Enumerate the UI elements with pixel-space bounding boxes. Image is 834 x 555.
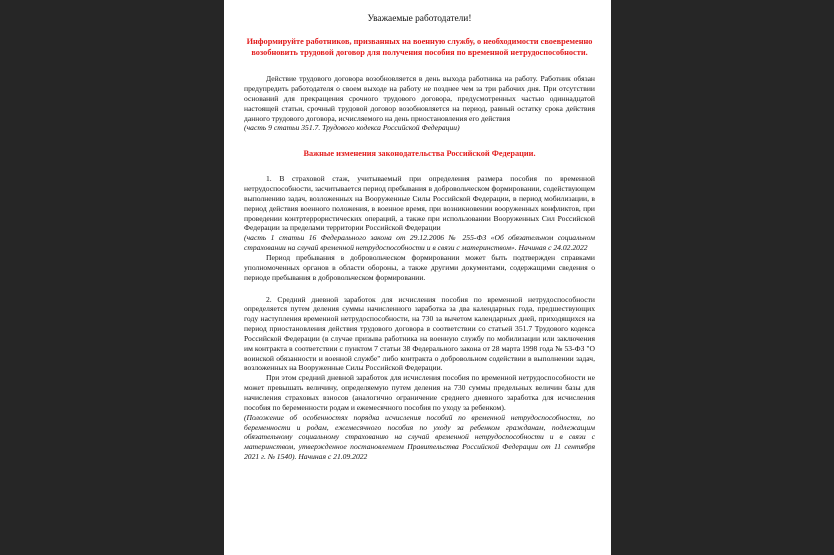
section-heading: Важные изменения законодательства Российской Федерации. [303,149,536,159]
paragraph-contract-renewal: Действие трудового договора возобновляется в день выхода работника на работу. Работник обязан предупредить работодателя о своем выходе на работу не позднее чем за три рабочих дня. При отсутствии оснований для прекращения срочного трудового договора, предусмотренных частью одиннадцатой настоящей статьи, срочный трудовой договор возобновляется на период, равный остатку срока действия данного трудового договора, исчисляемого на день приостановления его действия [244,74,595,123]
item-1-text: 1. В страховой стаж, учитываемый при определения размера пособия по временной нетрудоспособности, засчитывается период пребывания в добровольческом формировании, содействующем выполнению задач, возложенных на Вооруженные Силы Российской Федерации, в период мобилизации, в период действия военного положения, в военное время, при возникновении вооруженных конфликтов, при проведении контртеррористических операций, а также при использовании Вооруженных Сил Российской Федерации за пределами территории Российской Федерации [244,174,595,233]
notice-heading: Информируйте работников, призванных на военную службу, о необходимости своевременно возобновить трудовой договор для получения пособия по временной нетрудоспособности. [246,37,593,57]
item-2-extra: При этом средний дневной заработок для исчисления пособия по временной нетрудоспособности не может превышать величину, определяемую путем деления на 730 суммы предельных величин базы для начисления страховых взносов (аналогично ограничение среднего дневного заработка для исчисления пособия по беременности родам и ежемесячного пособия по уходу за ребенком). [244,373,595,412]
greeting: Уважаемые работодатели! [367,14,472,24]
document-page [224,0,611,555]
spacer [244,283,595,295]
item-1-citation: (часть 1 статьи 16 Федерального закона от 29.12.2006 № 255-ФЗ «Об обязательном социальном страховании на случай временной нетрудоспособности и в связи с материнством». Начиная с 24.02.2022 [244,233,595,253]
item-1-extra: Период пребывания в добровольческом формировании может быть подтвержден справками уполномоченных органов в области обороны, а также другими документами, содержащими сведения о периоде пребывания в добровольческом формировании. [244,253,595,282]
citation-labor-code: (часть 9 статьи 351.7. Трудового кодекса Российской Федерации) [244,123,460,133]
item-2-text: 2. Средний дневной заработок для исчисления пособия по временной нетрудоспособности определяется путем деления суммы начисленного заработка за два календарных года, предшествующих году наступления временной нетрудоспособности, на 730 за вычетом календарных дней, приходящихся на период приостановления действия трудового договора в соответствии со статьей 351.7 Трудового кодекса Российской Федерации (в случае призыва работника на военную службу по мобилизации или заключения им контракта в соответствии с пунктом 7 статьи 38 Федерального закона от 28 марта 1998 года № 53-ФЗ "О воинской обязанности и военной службе" либо контракта о добровольном содействии в выполнении задач, возложенных на Вооруженные Силы Российской Федерации. [244,294,595,373]
item-2-citation: (Положение об особенностях порядка исчисления пособий по временной нетрудоспособности, по беременности и родам, ежемесячного пособия по уходу за ребенком гражданам, подлежащим обязательному социальному страхованию на случай временной нетрудоспособности и в связи с материнством, утвержденное постановлением Правительства Российской Федерации от 11 сентября 2021 г. № 1540). Начиная с 21.09.2022 [244,412,595,462]
